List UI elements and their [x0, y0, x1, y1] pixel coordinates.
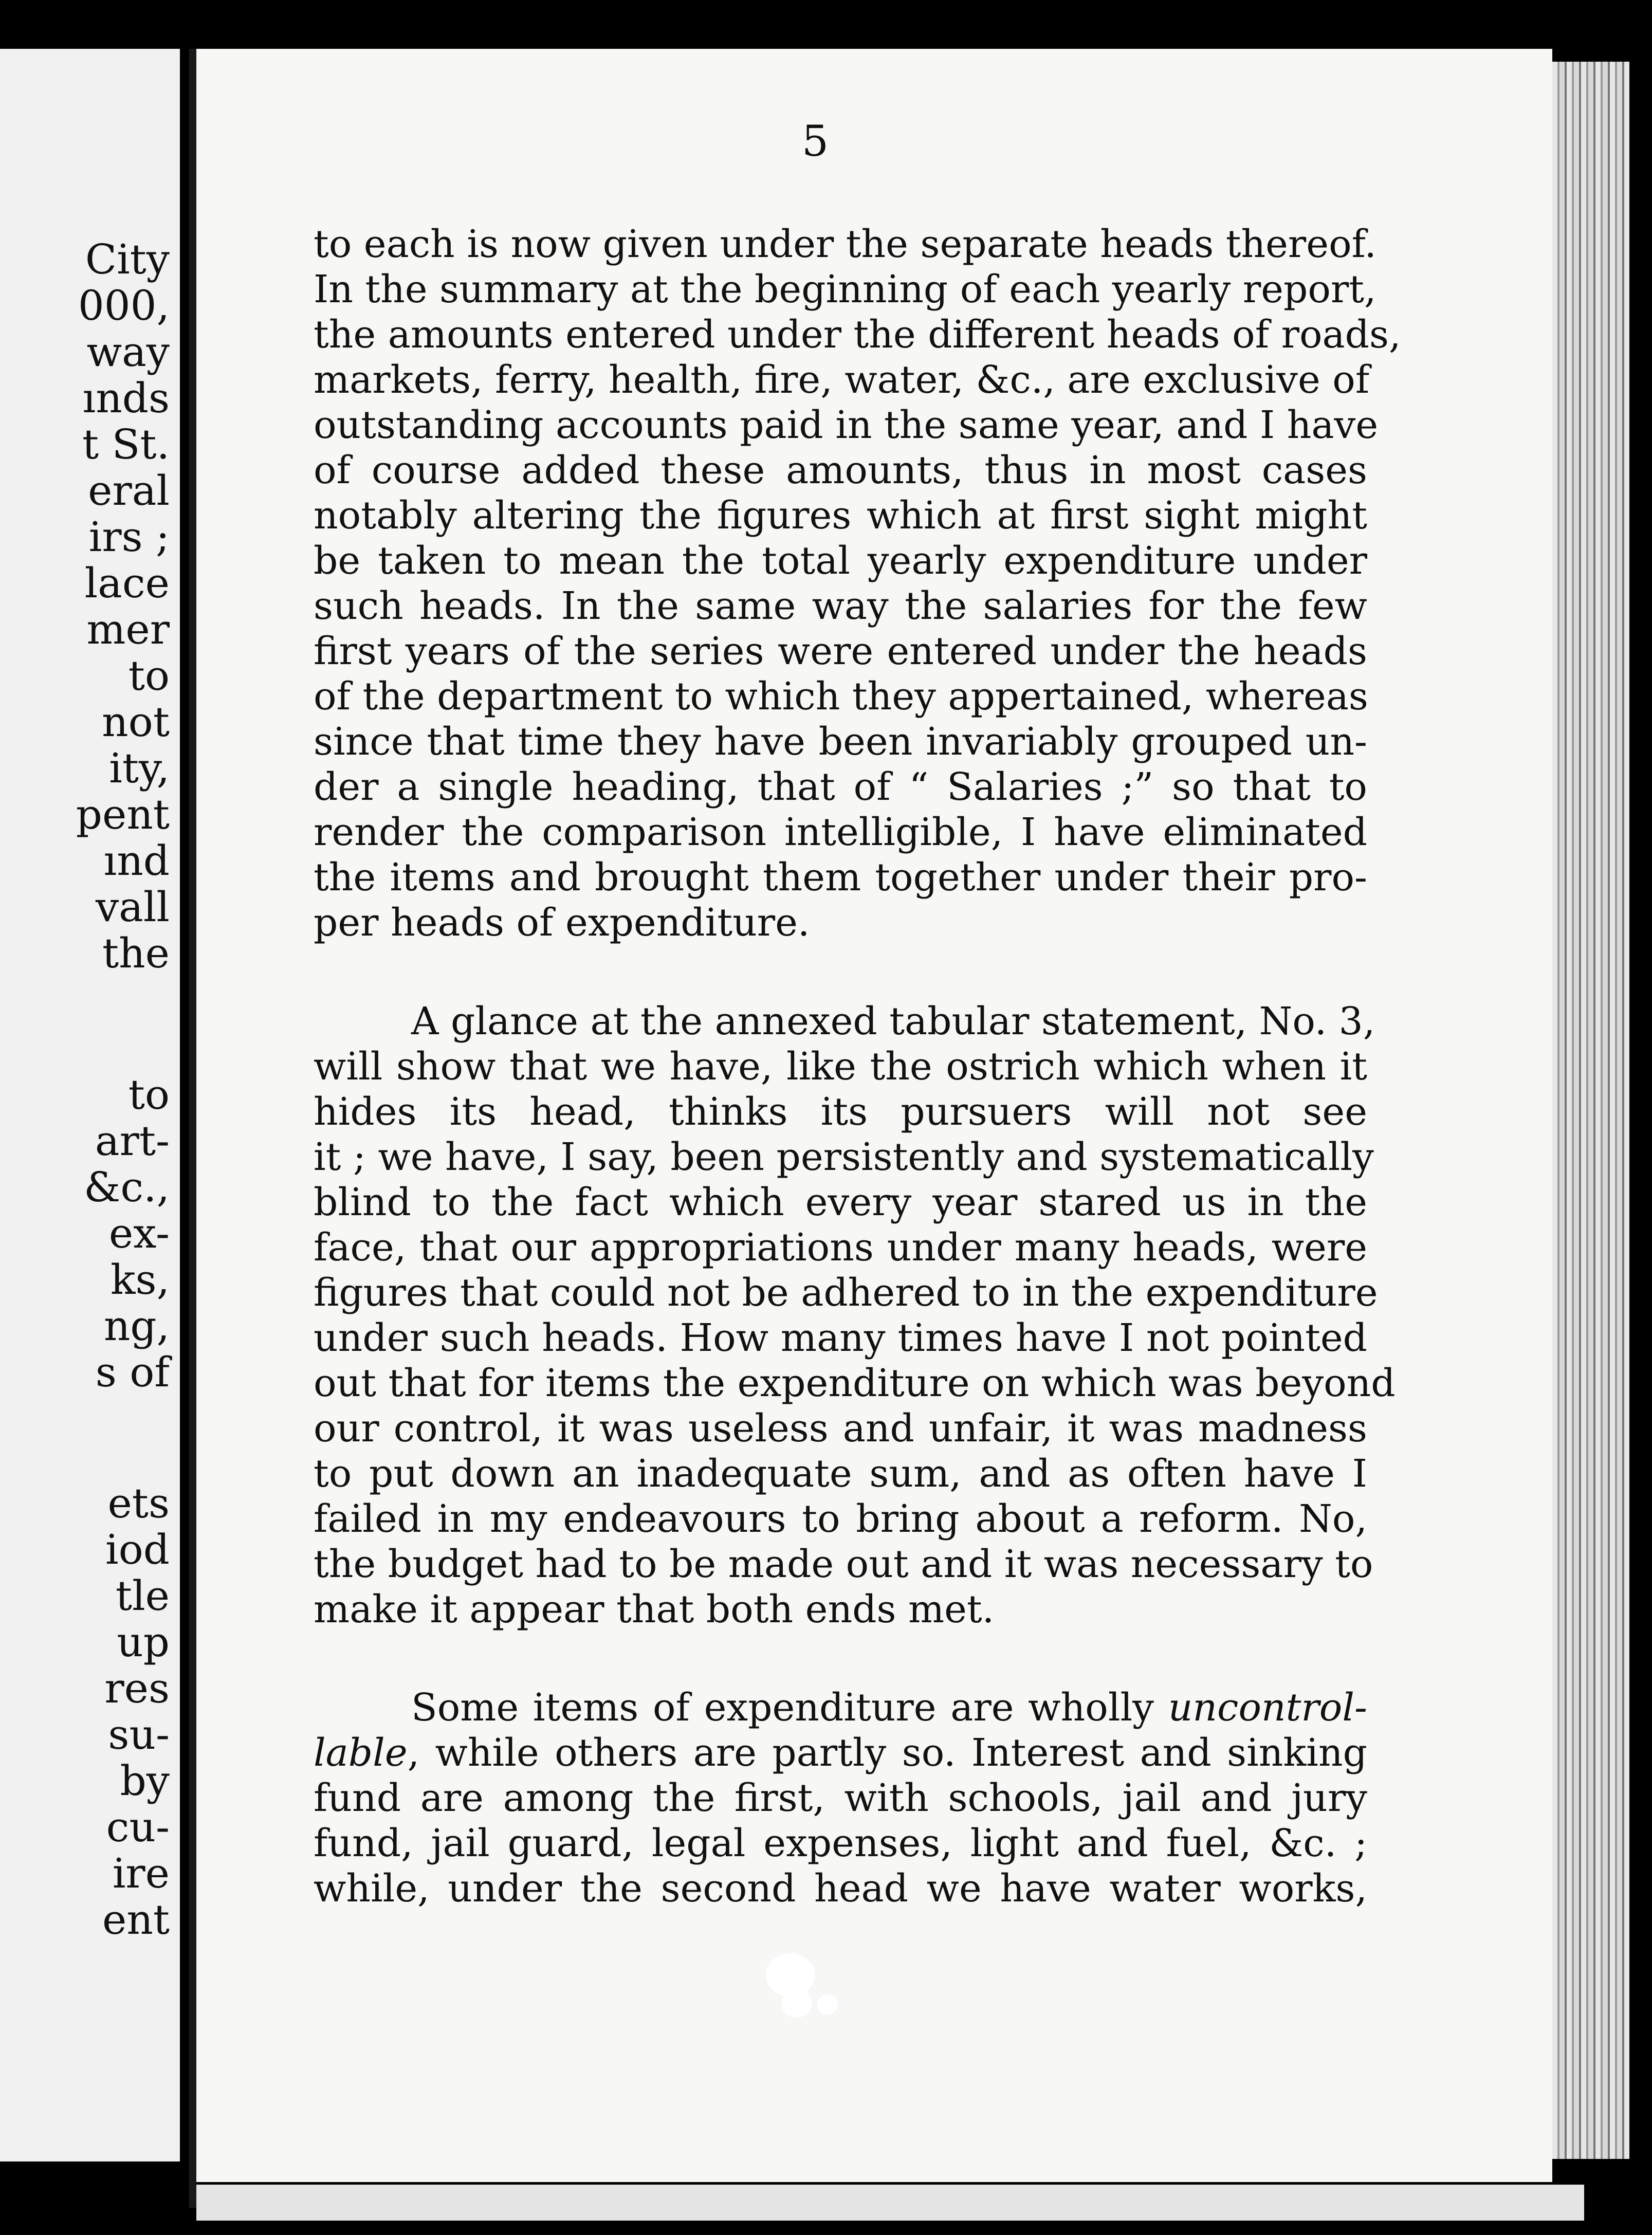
left-fragment: ity,: [109, 744, 170, 792]
text-line: [314, 1731, 1367, 1775]
left-fragment: su-: [108, 1711, 170, 1758]
text-line: while, under the second head we have water works,: [314, 1866, 1367, 1911]
text-line: make it appear that both ends met.: [314, 1587, 995, 1632]
text-line: blind to the fact which every year stared us in the: [314, 1180, 1367, 1224]
text-line: hides its head, thinks its pursuers will not see: [314, 1090, 1367, 1134]
left-fragment: art-: [95, 1117, 170, 1165]
text-line: the items and brought them together under their pro-: [314, 855, 1367, 900]
text-line: render the comparison intelligible, I have eliminated: [314, 810, 1367, 854]
left-fragment: ent: [102, 1896, 170, 1944]
text-line: A glance at the annexed tabular statement, No. 3,: [411, 999, 1375, 1043]
text-line: fund are among the first, with schools, jail and jury: [314, 1776, 1367, 1820]
left-fragment: t St.: [82, 420, 170, 468]
left-fragment: &c.,: [84, 1163, 170, 1211]
bottom-page-strip: [196, 2185, 1584, 2221]
left-fragment: eral: [88, 467, 170, 515]
left-fragment: 000,: [78, 282, 170, 329]
text-line: In the summary at the beginning of each yearly report,: [314, 267, 1376, 312]
scan-blemish: [817, 1994, 838, 2015]
left-fragment: not: [102, 698, 170, 746]
italic-word: lable: [314, 1731, 408, 1775]
left-fragment: s of: [95, 1348, 170, 1396]
text-line: our control, it was useless and unfair, it was madness: [314, 1406, 1367, 1451]
text-line: notably altering the figures which at first sight might: [314, 493, 1367, 538]
left-fragment: cu-: [106, 1803, 170, 1851]
left-fragment: irs ;: [88, 513, 170, 561]
left-fragment: tle: [115, 1572, 170, 1620]
text-line: be taken to mean the total yearly expenditure under: [314, 539, 1367, 583]
left-fragment: up: [117, 1618, 170, 1666]
left-fragment: lace: [84, 559, 170, 607]
left-fragment: by: [120, 1757, 170, 1805]
page-number: 5: [802, 117, 829, 166]
left-fragment: ex-: [108, 1210, 170, 1257]
italic-word: uncontrol-: [1168, 1686, 1367, 1730]
book-gutter: [189, 49, 196, 2208]
left-fragment: mer: [86, 606, 170, 653]
left-fragment: ets: [107, 1479, 170, 1527]
left-fragment: iod: [105, 1526, 170, 1573]
left-fragment: ire: [112, 1849, 170, 1897]
page-edges: [1552, 62, 1629, 2159]
text-line: such heads. In the same way the salaries for the few: [314, 584, 1367, 628]
text-line: outstanding accounts paid in the same year, and I have: [314, 403, 1379, 447]
scan-blemish: [781, 1989, 812, 2018]
text-line: to each is now given under the separate heads thereof.: [314, 222, 1376, 266]
text-line: it ; we have, I say, been persistently and systematically: [314, 1135, 1374, 1179]
left-fragment: the: [102, 929, 170, 977]
left-fragment: pent: [76, 791, 170, 838]
left-fragment: ınd: [103, 837, 170, 885]
text-line: since that time they have been invariably grouped un-: [314, 720, 1367, 764]
text-line: [411, 1686, 1367, 1730]
text-line: face, that our appropriations under many heads, were: [314, 1225, 1367, 1270]
text-line: the amounts entered under the different heads of roads,: [314, 313, 1401, 357]
left-fragment: to: [128, 1071, 170, 1119]
text-line: out that for items the expenditure on which was beyond: [314, 1361, 1396, 1405]
left-fragment: vall: [95, 883, 170, 931]
text-span: Some items of expenditure are wholly: [411, 1686, 1168, 1730]
text-line: markets, ferry, health, fire, water, &c., are exclusive of: [314, 358, 1370, 402]
text-span: , while others are partly so. Interest and sinking: [407, 1731, 1367, 1775]
text-line: of the department to which they appertained, whereas: [314, 674, 1368, 719]
text-line: the budget had to be made out and it was necessary to: [314, 1542, 1373, 1586]
text-line: to put down an inadequate sum, and as often have I: [314, 1452, 1367, 1496]
left-fragment: ks,: [111, 1256, 170, 1304]
text-line: fund, jail guard, legal expenses, light and fuel, &c. ;: [314, 1821, 1367, 1865]
left-fragment: ınds: [82, 374, 170, 422]
text-line: per heads of expenditure.: [314, 901, 810, 945]
text-line: der a single heading, that of “ Salaries ;” so that to: [314, 765, 1367, 809]
text-line: first years of the series were entered under the heads: [314, 629, 1367, 673]
text-line: failed in my endeavours to bring about a reform. No,: [314, 1497, 1367, 1541]
text-line: will show that we have, like the ostrich which when it: [314, 1045, 1367, 1089]
left-fragment: res: [104, 1664, 170, 1712]
left-fragment: way: [86, 328, 170, 376]
text-line: under such heads. How many times have I not pointed: [314, 1316, 1367, 1360]
left-fragment: City: [85, 235, 170, 283]
left-fragment: ng,: [103, 1302, 170, 1350]
left-fragment: to: [128, 652, 170, 700]
left-facing-page: [0, 49, 180, 2161]
text-line: of course added these amounts, thus in most cases: [314, 448, 1367, 492]
text-line: figures that could not be adhered to in the expenditure: [314, 1271, 1378, 1315]
